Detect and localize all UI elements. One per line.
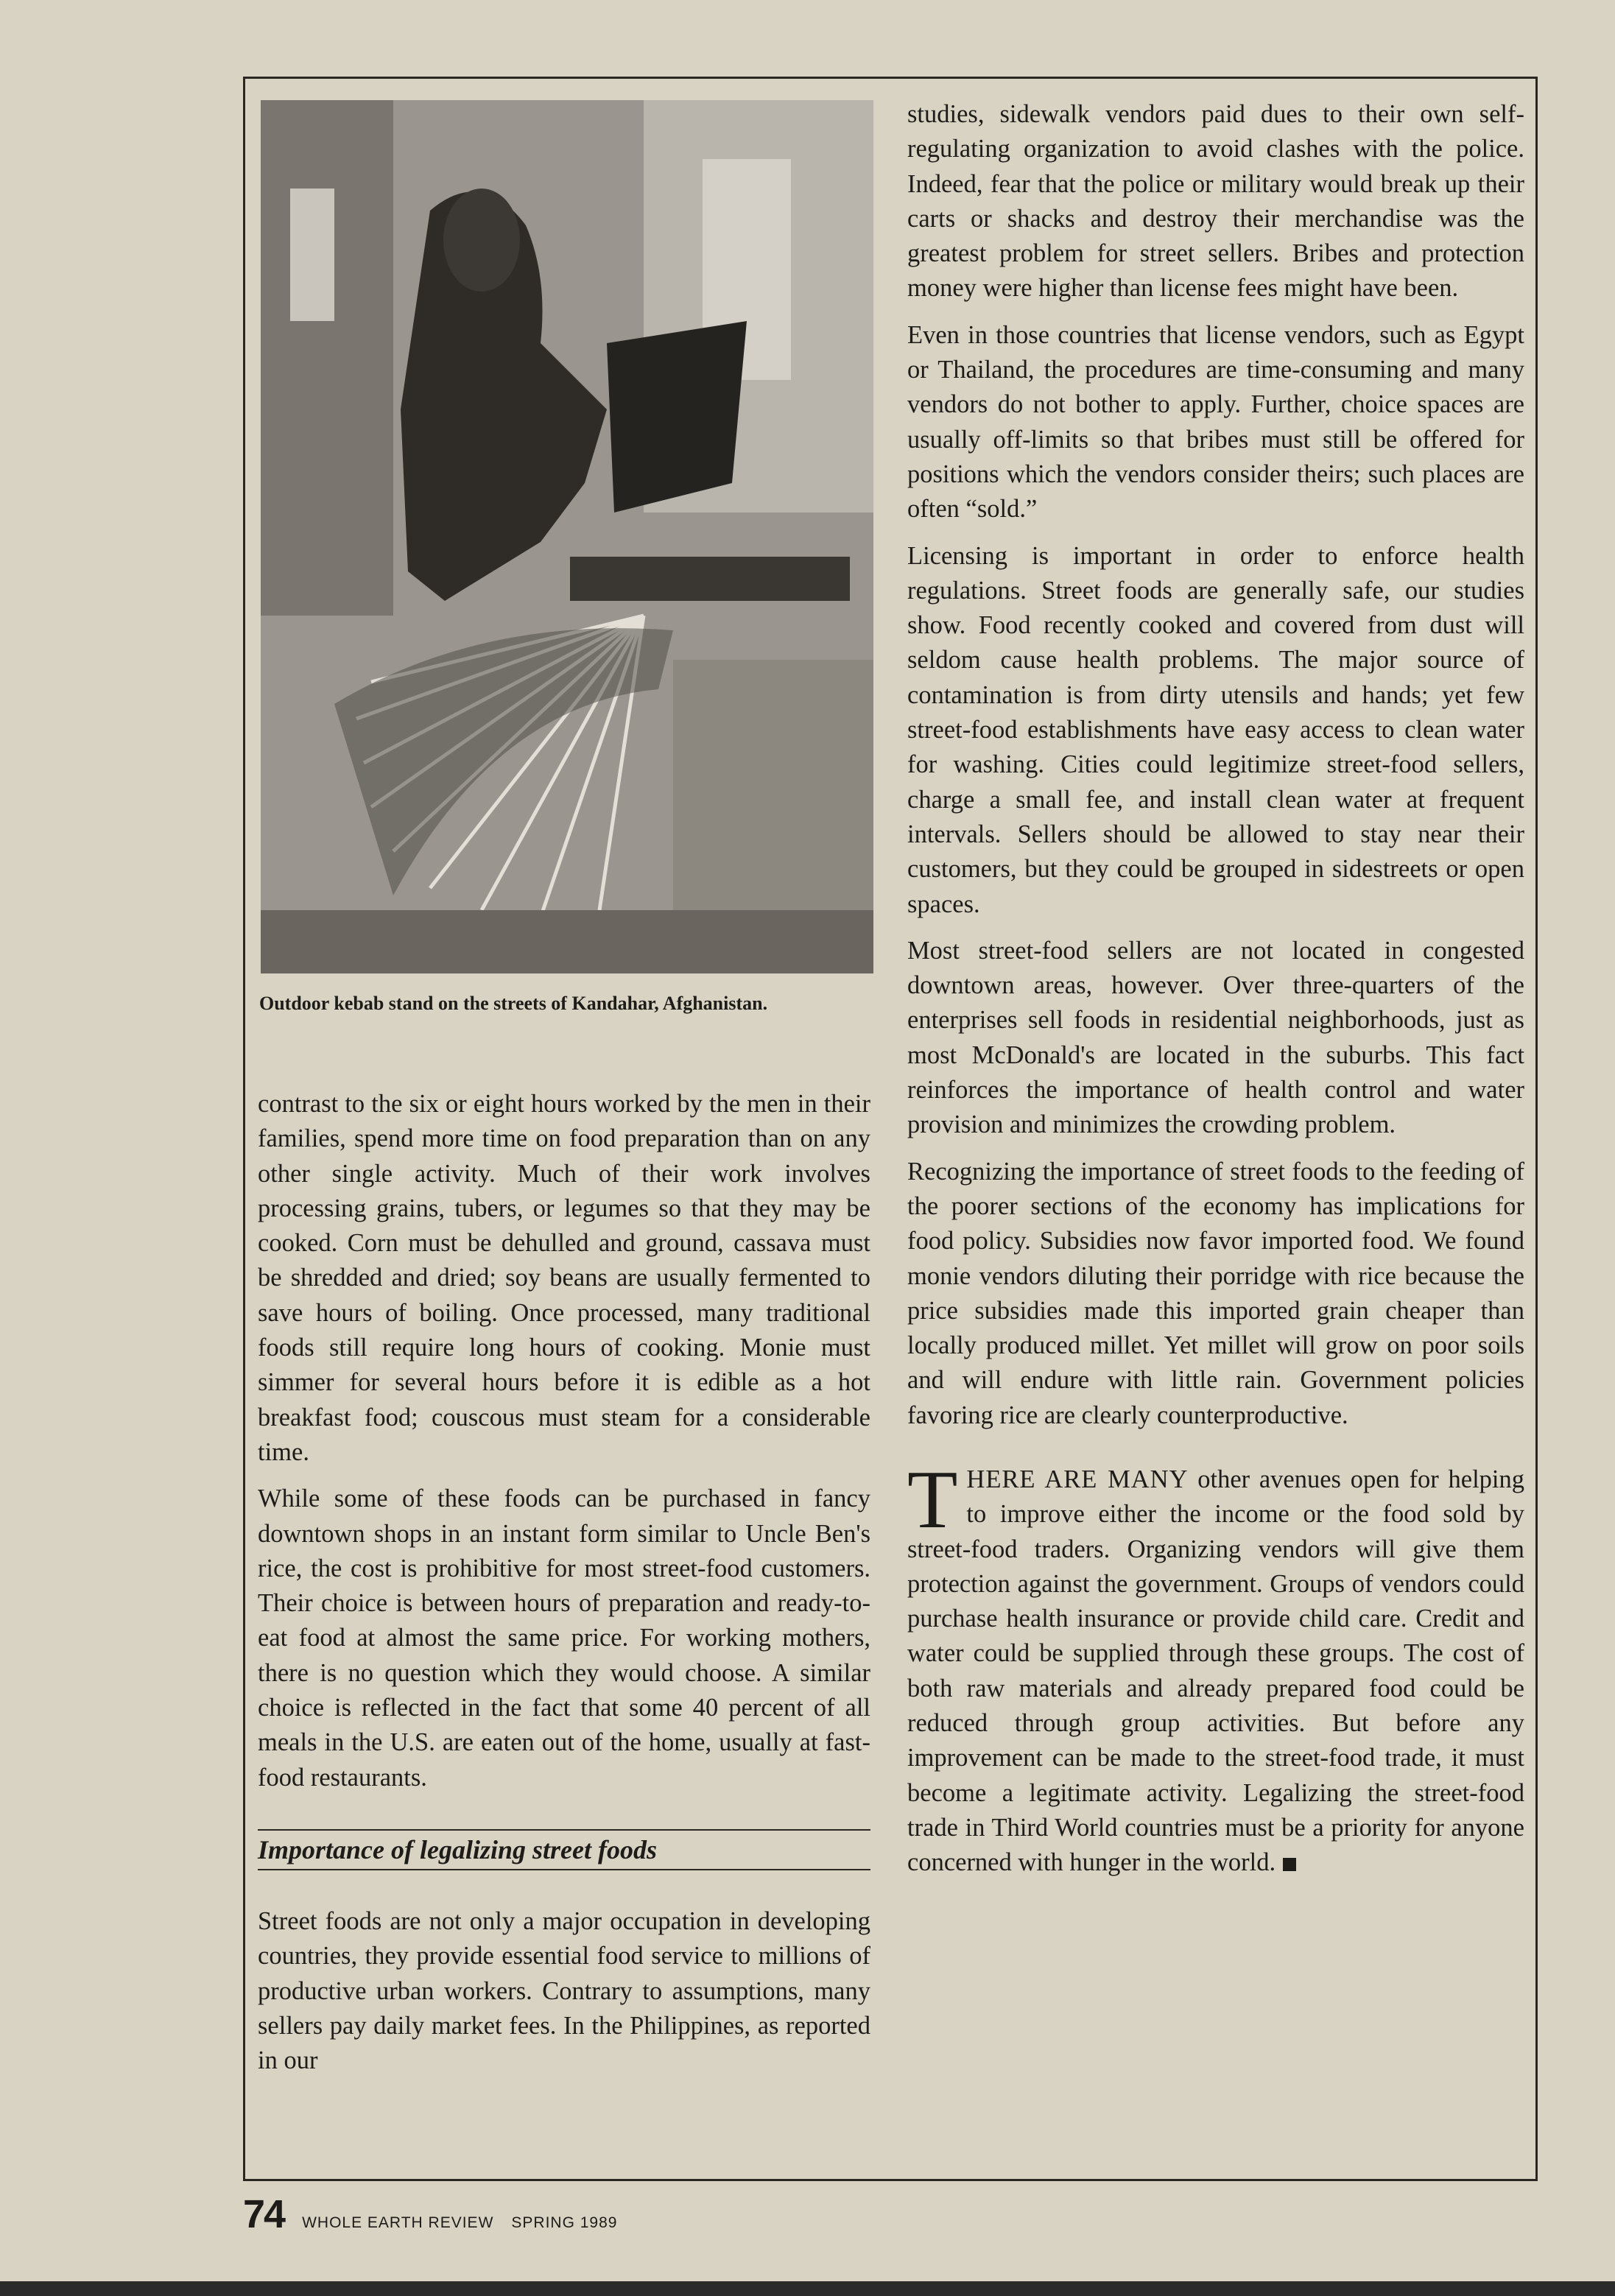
issue-date: SPRING 1989 [511,2214,618,2231]
closing-paragraph [907,1454,1524,1881]
scan-edge [0,2281,1615,2296]
publication-name: WHOLE EARTH REVIEW [302,2214,494,2231]
kebab-stand-photo [261,100,873,973]
paragraph: contrast to the six or eight hours worked by the men in their families, spend more time on food preparation than on any other single activity. Much of their work involves processing grains, tubers, or legumes so that they may be cooked. Corn must be dehulled and ground, cassava must be shredded and dried; soy beans are usually fermented to save hours of boiling. Once processed, many traditional foods still require long hours of cooking. Monie must simmer for several hours before it is edible as a hot breakfast food; couscous must steam for a considerable time. [258,1090,870,1466]
photo-caption: Outdoor kebab stand on the streets of Kandahar, Afghanistan. [259,993,768,1014]
end-mark-icon [1283,1858,1296,1871]
paragraph: While some of these foods can be purchased in fancy downtown shops in an instant form similar to Uncle Ben's rice, the cost is prohibitive for most street-food customers. Their choice is between hours of preparation and ready-to-eat food at almost the same price. For working mothers, there is no question which they would choose. A similar choice is reflected in the fact that some 40 percent of all meals in the U.S. are eaten out of the home, usually at fast-food restaurants. [258,1485,870,1792]
lead-caps: HERE ARE MANY [966,1465,1189,1493]
paragraph: Licensing is important in order to enforce health regulations. Street foods are generally safe, our studies show. Food recently cooked and covered from dust will seldom cause health problems. The major source of contamination is from dirty utensils and hands; yet few street-food establishments have easy access to clean water for washing. Cities could legitimize street-food sellers, charge a small fee, and install clean water at frequent intervals. Sellers should be allowed to stay near their customers, but they could be grouped in sidestreets or open spaces. [907,541,1524,918]
paragraph: Most street-food sellers are not located in congested downtown areas, however. Over three-quarters of the enterprises sell foods in residential neighborhoods, just as most McDonald's are located in the suburbs. This fact reinforces the importance of health control and water provision and minimizes the crowding problem. [907,936,1524,1139]
paragraph: Recognizing the importance of street foods to the feeding of the poorer sections of the economy has implications for food policy. Subsidies now favor imported food. We found monie vendors diluting their porridge with rice because the price subsidies made this imported grain cheaper than locally produced millet. Yet millet will grow on poor soils and will endure with little rain. Government policies favoring rice are clearly counterproductive. [907,1157,1524,1429]
paragraph: Street foods are not only a major occupation in developing countries, they provide essential food service to millions of productive urban workers. Contrary to assumptions, many sellers pay daily market fees. In the Philippines, as reported in our [258,1906,870,2075]
closing-text: other avenues open for helping to improve either the income or the food sold by street-food traders. Organizing vendors will give them protection against the government. Groups of vendors could purchase health insurance or provide child care. Credit and water could be supplied through these groups. The cost of both raw materials and already prepared food could be reduced through group activities. But before any improvement can be made to the street-food trade, it must become a legitimate activity. Legalizing the street-food trade in Third World countries must be a priority for anyone concerned with hunger in the world. [907,1465,1524,1877]
paragraph: Even in those countries that license vendors, such as Egypt or Thailand, the procedures are time-consuming and many vendors do not bother to apply. Further, choice spaces are usually off-limits so that bribes must still be offered for positions which the vendors consider theirs; such places are often “sold.” [907,320,1524,524]
paragraph: studies, sidewalk vendors paid dues to their own self-regulating organization to avoid clashes with the police. Indeed, fear that the police or military would break up their carts or shacks and destroy their merchandise was the greatest problem for street sellers. Bribes and protection money were higher than license fees might have been. [907,100,1524,303]
page-number: 74 [243,2192,285,2236]
drop-cap: T [907,1454,958,1546]
page-footer [243,2191,617,2237]
right-column [907,97,1524,1892]
section-heading: Importance of legalizing street foods [258,1829,870,1870]
left-column [258,1087,870,2090]
